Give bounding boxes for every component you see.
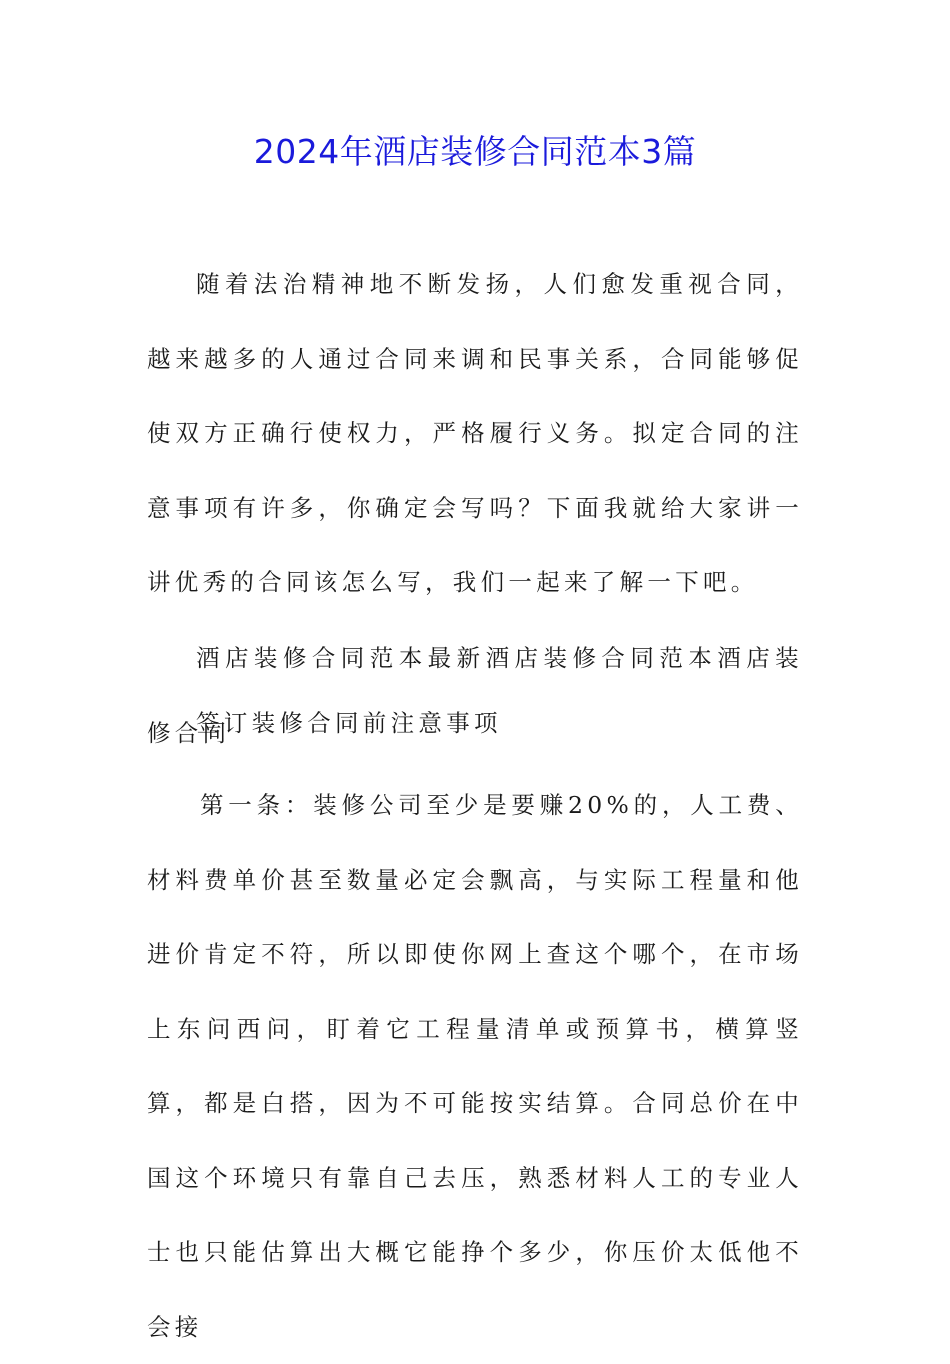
document-title: 2024年酒店装修合同范本3篇	[253, 132, 697, 171]
heading-line-precautions: 签订装修合同前注意事项	[196, 709, 502, 737]
heading-line-contract-templates: 酒店装修合同范本最新酒店装修合同范本酒店装修合同	[147, 644, 803, 747]
article-one-paragraph: 第一条：装修公司至少是要赚20%的，人工费、材料费单价甚至数量必定会飘高，与实际工程量和他进价肯定不符，所以即使你网上查这个哪个，在市场上东问西问，盯着它工程量清单或预算书，横算竖算，都是白搭，因为不可能按实结算。合同总价在中国这个环境只有靠自己去压，熟悉材料人工的专业人士也只能估算出大概它能挣个多少，你压价太低他不会接	[147, 791, 803, 1341]
intro-paragraph: 随着法治精神地不断发扬，人们愈发重视合同，越来越多的人通过合同来调和民事关系，合同能够促使双方正确行使权力，严格履行义务。拟定合同的注意事项有许多，你确定会写吗？下面我就给大家讲一讲优秀的合同该怎么写，我们一起来了解一下吧。	[147, 270, 803, 596]
